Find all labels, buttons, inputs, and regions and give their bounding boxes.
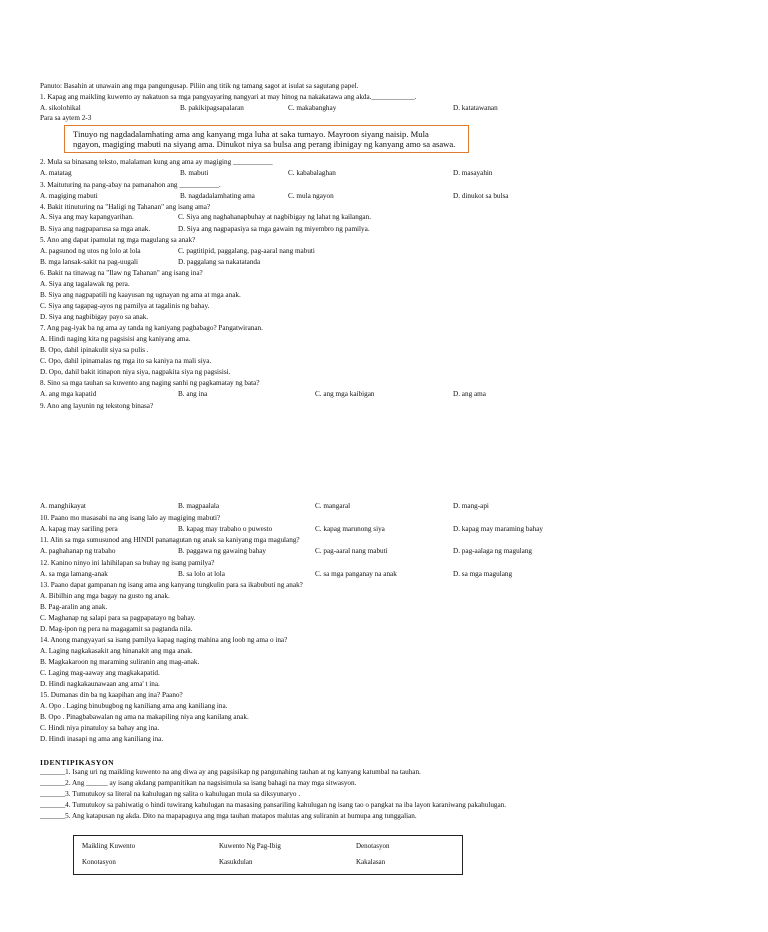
option: B. Opo, dahil ipinakulit siya sa pulis . [40, 346, 149, 354]
option: B. sa lolo at lola [178, 570, 225, 578]
option: C. Laging mag-aaway ang magkakapatid. [40, 669, 160, 677]
option: D. ang ama [453, 390, 486, 398]
option: B. Siya ang nagpapatili ng kaayusan ng ugnayan ng ama at mga anak. [40, 291, 241, 299]
option: C. Hindi niya pinatuloy sa bahay ang ina. [40, 724, 160, 732]
option: C. mula ngayon [288, 192, 334, 200]
question-10: 10. Paano mo masasabi na ang isang lalo ay magiging mabuti? [40, 514, 221, 522]
option: A. Siya ang may kapangyarihan. [40, 213, 134, 221]
question-6: 6. Bakit na tinawag na "Ilaw ng Tahanan" ang isang ina? [40, 269, 203, 277]
question-7: 7. Ang pag-iyak ba ng ama ay tanda ng kaniyang pagbabago? Pangatwiranan. [40, 324, 263, 332]
question-8: 8. Sino sa mga tauhan sa kuwento ang naging sanhi ng pagkamatay ng bata? [40, 379, 260, 387]
question-14: 14. Anong mangyayari sa isang pamilya kapag naging mahina ang loob ng ama o ina? [40, 636, 288, 644]
passage-label: Para sa aytem 2-3 [40, 114, 92, 122]
option: D. Hindi inasapi ng ama ang kaniliang ina. [40, 735, 164, 743]
option: D. kapag may maraming bahay [453, 525, 544, 533]
option: D. katatawanan [453, 104, 498, 112]
question-4: 4. Bakit itinuturing na "Haligi ng Tahanan" ang isang ama? [40, 203, 211, 211]
option: B. Opo . Pinagbabawalan ng ama na makapiling niya ang kanilang anak. [40, 713, 249, 721]
option: A. pagsunod ng utos ng lolo at lola [40, 247, 141, 255]
option: C. pagtitipid, paggalang, pag-aaral nang mabuti [178, 247, 315, 255]
option: A. paghahanap ng trabaho [40, 547, 116, 555]
option: A. manghikayat [40, 502, 86, 510]
option: D. masayahin [453, 169, 493, 177]
option: D. Siya ang nagpapasiya sa mga gawain ng miyembro ng pamilya. [178, 225, 370, 233]
question-11: 11. Alin sa mga sumusunod ang HINDI pananagutan ng anak sa kaniyang mga magulang? [40, 536, 300, 544]
option: C. kapag marunong siya [315, 525, 385, 533]
option: C. Maghanap ng salapi para sa pagpapatayo ng bahay. [40, 614, 196, 622]
question-15: 15. Dumanas din ba ng kaapihan ang ina? Paano? [40, 691, 183, 699]
option: D. dinukot sa bulsa [453, 192, 509, 200]
word-choice: Denotasyon [356, 842, 390, 850]
option: C. Siya ang naghahanapbuhay at nagbibigay ng lahat ng kailangan. [178, 213, 372, 221]
question-9: 9. Ano ang layunin ng tekstong binasa? [40, 402, 154, 410]
option: B. mabuti [180, 169, 209, 177]
identification-item: _______1. Isang uri ng maikling kuwento na ang diwa ay ang pagsisikap ng pangunahing tauhan at ng kanyang katumbal na tauhan. [40, 768, 421, 776]
option: A. ang mga kapatid [40, 390, 97, 398]
option: B. Pag-aralin ang anak. [40, 603, 108, 611]
option: A. matatag [40, 169, 72, 177]
option: B. Magkakaroon ng maraming suliranin ang mag-anak. [40, 658, 200, 666]
option: D. sa mga magulang [453, 570, 513, 578]
question-2: 2. Mula sa binasang teksto, malalaman kung ang ama ay magiging ___________ [40, 158, 273, 166]
option: D. Hindi nagkakaunawaan ang ama' t ina. [40, 680, 160, 688]
option: D. Opo, dahil bakit itinapon niya siya, nagpakita siya ng pagsisisi. [40, 368, 231, 376]
identification-item: _______2. Ang ______ ay isang akdang pampanitikan na nagsisimula sa isang bahagi na may mga sitwasyon. [40, 779, 357, 787]
option: A. Hindi naging kita ng pagsisisi ang kaniyang ama. [40, 335, 191, 343]
passage-line: ngayon, magiging mabuti na siyang ama. Dinukot niya sa bulsa ang perang ibinigay ng kanyang amo sa asawa. [73, 139, 456, 149]
option: A. Siya ang tagalawak ng pera. [40, 280, 130, 288]
option: C. pag-aaral nang mabuti [315, 547, 388, 555]
question-5: 5. Ano ang dapat ipamulat ng mga magulang sa anak? [40, 236, 196, 244]
option: D. pag-aalaga ng magulang [453, 547, 533, 555]
option: C. ang mga kaibigan [315, 390, 375, 398]
passage-line: Tinuyo ng nagdadalamhating ama ang kanyang mga luha at saka tumayo. Mayroon siyang naisip. Mula [73, 129, 429, 139]
option: D. mang-api [453, 502, 489, 510]
option: D. Siya ang nagbibigay payo sa anak. [40, 313, 149, 321]
identification-item: _______4. Tumutukoy sa pahiwatig o hindi tuwirang kahulugan na masasing pansariling kahulugan ng isang tao o pangkat na iba layon karaniwang pakahulugan. [40, 801, 507, 809]
option: B. nagdadalamhating ama [180, 192, 255, 200]
word-choice: Maikling Kuwento [82, 842, 136, 850]
option: B. magpaalala [178, 502, 220, 510]
identification-item: _______5. Ang katapusan ng akda. Dito na mapapaguya ang mga tauhan matapos malutas ang suliranin at humupa ang tunggalian. [40, 812, 417, 820]
option: B. mga lansak-sakit na pag-uugali [40, 258, 139, 266]
question-3: 3. Maituturing na pang-abay na pamanahon ang ___________. [40, 181, 221, 189]
option: A. Laging nagkakasakit ang hinanakit ang mga anak. [40, 647, 193, 655]
option: B. paggawa ng gawaing bahay [178, 547, 267, 555]
word-choice: Kakalasan [356, 858, 386, 866]
word-choice: Kasukdulan [219, 858, 253, 866]
option: A. sikolohikal [40, 104, 81, 112]
option: A. Opo . Laging binubugbog ng kaniliang ama ang kaniliang ina. [40, 702, 228, 710]
option: A. sa mga lamang-anak [40, 570, 108, 578]
reading-passage [64, 125, 469, 153]
word-choice: Konotasyon [82, 858, 116, 866]
instructions: Panuto: Basahin at unawain ang mga pangungusap. Piliin ang titik ng tamang sagot at isulat sa sagutang papel. [40, 82, 359, 90]
option: B. pakikipagsapalaran [180, 104, 244, 112]
option: C. makabanghay [288, 104, 337, 112]
question-12: 12. Kanino ninyo ini lahihilapan sa buhay ng isang pamilya? [40, 559, 215, 567]
option: A. magiging mabuti [40, 192, 98, 200]
option: A. kapag may sariling pera [40, 525, 118, 533]
word-box [73, 835, 463, 875]
option: C. sa mga panganay na anak [315, 570, 397, 578]
word-choice: Kuwento Ng Pag-Ibig [219, 842, 281, 850]
question-1: 1. Kapag ang maikling kuwento ay nakatuon sa mga pangyayaring nangyari at may hinog na nakakatawa ang akda.____________. [40, 93, 417, 101]
option: C. kababalaghan [288, 169, 336, 177]
option: C. Opo, dahil ipinamalas ng mga ito sa kaniya na mali siya. [40, 357, 212, 365]
option: B. Siya ang nagpaparusa sa mga anak. [40, 225, 151, 233]
option: B. kapag may trabaho o puwesto [178, 525, 273, 533]
identification-item: _______3. Tumutukoy sa literal na kahulugan ng salita o kahulugan mula sa diksyunaryo . [40, 790, 301, 798]
option: D. Mag-ipon ng pera na magagamit sa pagtanda nila. [40, 625, 193, 633]
section-title: IDENTIPIKASYON [40, 758, 115, 767]
option: C. Siya ang tagapag-ayos ng pamilya at tagalinis ng bahay. [40, 302, 210, 310]
question-13: 13. Paano dapat gampanan ng isang ama ang kanyang tungkulin para sa ikabubuti ng anak? [40, 581, 303, 589]
option: B. ang ina [178, 390, 208, 398]
option: A. Bibilhin ang mga bagay na gusto ng anak. [40, 592, 170, 600]
option: C. mangaral [315, 502, 351, 510]
option: D. paggalang sa nakatatanda [178, 258, 261, 266]
